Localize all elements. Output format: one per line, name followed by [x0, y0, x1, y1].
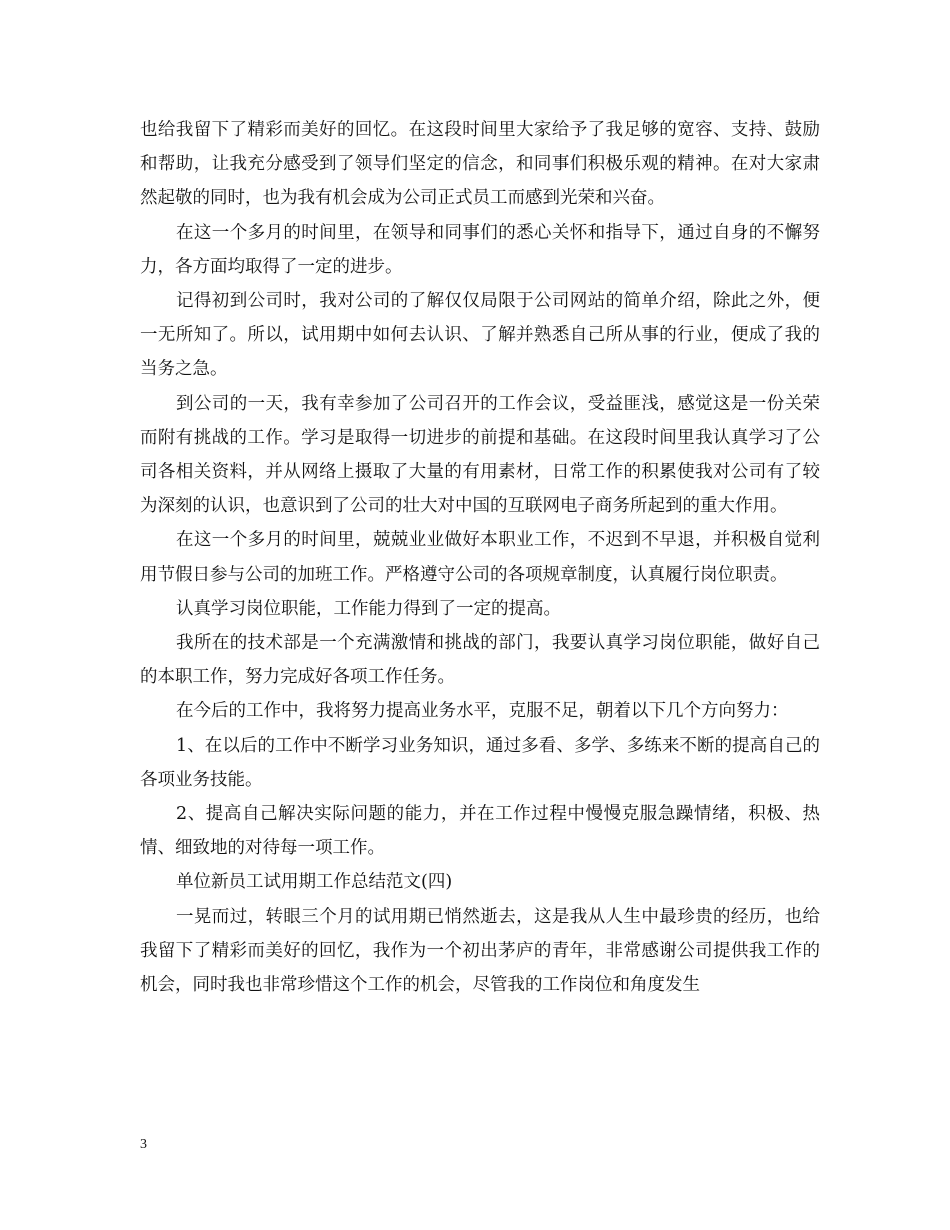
paragraph-9: 一晃而过，转眼三个月的试用期已悄然逝去，这是我从人生中最珍贵的经历，也给我留下了精彩而美好的回忆，我作为一个初出茅庐的青年，非常感谢公司提供我工作的机会，同时我也非常珍惜这个工作的机会，尽管我的工作岗位和角度发生: [140, 906, 820, 996]
paragraph-5: 在这一个多月的时间里，兢兢业业做好本职业工作，不迟到不早退，并积极自觉利用节假日参与公司的加班工作。严格遵守公司的各项规章制度，认真履行岗位职责。: [140, 530, 820, 585]
document-body: [140, 113, 820, 1002]
paragraph-7: 我所在的技术部是一个充满激情和挑战的部门，我要认真学习岗位职能，做好自己的本职工作，努力完成好各项工作任务。: [140, 633, 820, 688]
paragraph-6: 认真学习岗位职能，工作能力得到了一定的提高。: [176, 598, 561, 619]
paragraph-4: 到公司的一天，我有幸参加了公司召开的工作会议，受益匪浅，感觉这是一份关荣而附有挑战的工作。学习是取得一切进步的前提和基础。在这段时间里我认真学习了公司各相关资料，并从网络上摄取了大量的有用素材，日常工作的积累使我对公司有了较为深刻的认识，也意识到了公司的壮大对中国的互联网电子商务所起到的重大作用。: [140, 393, 820, 517]
paragraph-2: 在这一个多月的时间里，在领导和同事们的悉心关怀和指导下，通过自身的不懈努力，各方面均取得了一定的进步。: [140, 222, 820, 277]
section-heading: 单位新员工试用期工作总结范文(四): [176, 872, 453, 893]
list-item-1: 1、在以后的工作中不断学习业务知识，通过多看、多学、多练来不断的提高自己的各项业务技能。: [140, 735, 820, 790]
list-item-2: 2、提高自己解决实际问题的能力，并在工作过程中慢慢克服急躁情绪，积极、热情、细致地的对待每一项工作。: [140, 804, 820, 859]
paragraph-8: 在今后的工作中，我将努力提高业务水平，克服不足，朝着以下几个方向努力：: [176, 701, 789, 722]
paragraph-1: 也给我留下了精彩而美好的回忆。在这段时间里大家给予了我足够的宽容、支持、鼓励和帮助，让我充分感受到了领导们坚定的信念，和同事们积极乐观的精神。在对大家肃然起敬的同时，也为我有机会成为公司正式员工而感到光荣和兴奋。: [140, 120, 820, 209]
paragraph-3: 记得初到公司时，我对公司的了解仅仅局限于公司网站的简单介绍，除此之外，便一无所知了。所以，试用期中如何去认识、了解并熟悉自己所从事的行业，便成了我的当务之急。: [140, 291, 820, 380]
page-number: 3: [140, 1137, 147, 1152]
